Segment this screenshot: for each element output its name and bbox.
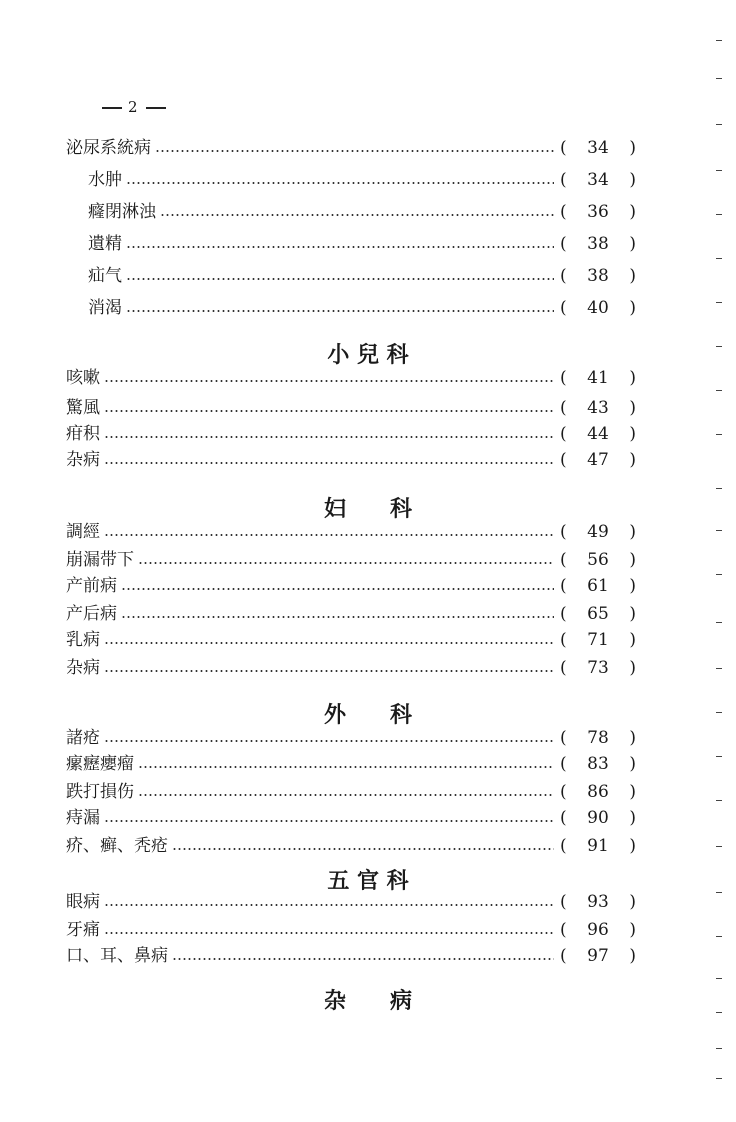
toc-entry-label: 乳病 xyxy=(66,630,100,650)
dot-leader xyxy=(104,534,554,536)
toc-entry-label: 杂病 xyxy=(66,450,100,470)
dot-leader xyxy=(138,562,554,564)
page-ref: 38 xyxy=(587,234,609,254)
page-number xyxy=(96,98,172,116)
toc-entry xyxy=(66,440,636,470)
paren-close: ) xyxy=(629,522,636,542)
paren-close: ) xyxy=(629,266,636,286)
toc-entry xyxy=(66,648,636,678)
paren-open: ( xyxy=(560,368,567,388)
paren-close: ) xyxy=(629,138,636,158)
toc-entry-label: 調經 xyxy=(66,522,100,542)
paren-close: ) xyxy=(629,946,636,966)
paren-open: ( xyxy=(560,576,567,596)
dot-leader xyxy=(104,436,554,438)
page-ref: 61 xyxy=(587,576,609,596)
scan-edge-mark xyxy=(716,1078,722,1079)
scan-edge-mark xyxy=(716,712,722,713)
page-ref: 34 xyxy=(587,170,609,190)
paren-open: ( xyxy=(560,398,567,418)
toc-entry-page xyxy=(560,368,636,388)
toc-entry xyxy=(66,358,636,388)
paren-close: ) xyxy=(629,604,636,624)
scan-edge-mark xyxy=(716,622,722,623)
paren-open: ( xyxy=(560,266,567,286)
scan-edge-mark xyxy=(716,668,722,669)
scan-edge-mark xyxy=(716,40,722,41)
toc-entry xyxy=(66,882,636,912)
toc-entry-label: 口、耳、鼻病 xyxy=(66,946,168,966)
paren-close: ) xyxy=(629,920,636,940)
scan-edge-mark xyxy=(716,1048,722,1049)
toc-entry-page xyxy=(560,234,636,254)
page-ref: 36 xyxy=(587,202,609,222)
toc-entry-label: 产后病 xyxy=(66,604,117,624)
paren-open: ( xyxy=(560,892,567,912)
paren-close: ) xyxy=(629,782,636,802)
page-ref: 43 xyxy=(587,398,609,418)
page-ref: 90 xyxy=(587,808,609,828)
page-ref: 71 xyxy=(587,630,609,650)
paren-open: ( xyxy=(560,836,567,856)
page-number-value: 2 xyxy=(128,98,140,116)
paren-open: ( xyxy=(560,170,567,190)
paren-open: ( xyxy=(560,630,567,650)
toc-entry-page xyxy=(560,450,636,470)
scan-edge-mark xyxy=(716,390,722,391)
toc-entry-label: 驚風 xyxy=(66,398,100,418)
toc-entry-label: 遺精 xyxy=(88,234,122,254)
paren-open: ( xyxy=(560,754,567,774)
scan-edge-mark xyxy=(716,488,722,489)
dot-leader xyxy=(104,380,554,382)
paren-open: ( xyxy=(560,202,567,222)
paren-open: ( xyxy=(560,450,567,470)
paren-close: ) xyxy=(629,892,636,912)
dot-leader xyxy=(126,310,554,312)
toc-entry xyxy=(66,744,636,774)
page-ref: 38 xyxy=(587,266,609,286)
toc-entry xyxy=(66,128,636,158)
toc-entry-page xyxy=(560,202,636,222)
toc-entry-label: 諸疮 xyxy=(66,728,100,748)
toc-entry-label: 产前病 xyxy=(66,576,117,596)
paren-close: ) xyxy=(629,576,636,596)
paren-close: ) xyxy=(629,234,636,254)
paren-open: ( xyxy=(560,808,567,828)
toc-entry xyxy=(66,512,636,542)
toc-entry-label: 疝气 xyxy=(88,266,122,286)
toc-entry xyxy=(66,826,636,856)
section-heading: 外 科 xyxy=(323,703,412,728)
toc-entry-page xyxy=(560,138,636,158)
scan-edge-mark xyxy=(716,258,722,259)
page-ref: 96 xyxy=(587,920,609,940)
page-ref: 44 xyxy=(587,424,609,444)
toc-entry-page xyxy=(560,170,636,190)
toc-entry-page xyxy=(560,946,636,966)
toc-entry-label: 跌打損伤 xyxy=(66,782,134,802)
page-ref: 40 xyxy=(587,298,609,318)
paren-open: ( xyxy=(560,728,567,748)
toc-entry xyxy=(88,288,636,318)
dot-leader xyxy=(104,904,554,906)
scan-edge-mark xyxy=(716,1012,722,1013)
toc-entry-page xyxy=(560,836,636,856)
toc-entry-label: 牙痛 xyxy=(66,920,100,940)
scan-edge-mark xyxy=(716,936,722,937)
scan-edge-mark xyxy=(716,302,722,303)
paren-close: ) xyxy=(629,298,636,318)
page-ref: 93 xyxy=(587,892,609,912)
toc-entry-label: 水肿 xyxy=(88,170,122,190)
page-ref: 86 xyxy=(587,782,609,802)
dot-leader xyxy=(126,278,554,280)
scan-edge-mark xyxy=(716,574,722,575)
toc-entry xyxy=(66,798,636,828)
toc-entry-label: 咳嗽 xyxy=(66,368,100,388)
page-ref: 41 xyxy=(587,368,609,388)
paren-close: ) xyxy=(629,550,636,570)
paren-close: ) xyxy=(629,424,636,444)
toc-entry-page xyxy=(560,892,636,912)
paren-open: ( xyxy=(560,920,567,940)
paren-close: ) xyxy=(629,398,636,418)
paren-open: ( xyxy=(560,550,567,570)
scan-edge-mark xyxy=(716,346,722,347)
dot-leader xyxy=(160,214,554,216)
dot-leader xyxy=(104,462,554,464)
toc-entry-label: 疳积 xyxy=(66,424,100,444)
page-ref: 47 xyxy=(587,450,609,470)
toc-entry-label: 泌尿系統病 xyxy=(66,138,151,158)
toc-entry-label: 消渴 xyxy=(88,298,122,318)
page-ref: 97 xyxy=(587,946,609,966)
dot-leader xyxy=(104,932,554,934)
page-ref: 34 xyxy=(587,138,609,158)
paren-open: ( xyxy=(560,138,567,158)
scan-edge-mark xyxy=(716,170,722,171)
scan-edge-mark xyxy=(716,756,722,757)
paren-open: ( xyxy=(560,424,567,444)
page-ref: 49 xyxy=(587,522,609,542)
scan-edge-mark xyxy=(716,892,722,893)
scan-edge-mark xyxy=(716,978,722,979)
scan-edge-mark xyxy=(716,800,722,801)
toc-entry-label: 崩漏带下 xyxy=(66,550,134,570)
toc-entry-label: 杂病 xyxy=(66,658,100,678)
paren-close: ) xyxy=(629,754,636,774)
toc-entry-page xyxy=(560,576,636,596)
dot-leader xyxy=(138,766,554,768)
dash-right xyxy=(146,107,166,109)
paren-close: ) xyxy=(629,170,636,190)
dot-leader xyxy=(126,246,554,248)
toc-entry-page xyxy=(560,266,636,286)
section-heading: 五 官 科 xyxy=(327,869,409,894)
toc-entry-label: 痔漏 xyxy=(66,808,100,828)
page-ref: 78 xyxy=(587,728,609,748)
toc-entry xyxy=(66,936,636,966)
toc-entry-page xyxy=(560,298,636,318)
page-ref: 65 xyxy=(587,604,609,624)
dot-leader xyxy=(121,588,554,590)
toc-entry xyxy=(88,160,636,190)
dot-leader xyxy=(126,182,554,184)
toc-entry-page xyxy=(560,754,636,774)
section-heading: 杂 病 xyxy=(323,989,412,1014)
dot-leader xyxy=(104,642,554,644)
toc-entry xyxy=(88,224,636,254)
dash-left xyxy=(102,107,122,109)
paren-open: ( xyxy=(560,782,567,802)
paren-open: ( xyxy=(560,604,567,624)
scan-edge-mark xyxy=(716,530,722,531)
paren-close: ) xyxy=(629,808,636,828)
scan-edge-mark xyxy=(716,846,722,847)
paren-open: ( xyxy=(560,298,567,318)
scan-edge-mark xyxy=(716,124,722,125)
section-heading: 小 兒 科 xyxy=(327,343,409,368)
paren-close: ) xyxy=(629,450,636,470)
toc-entry-page xyxy=(560,658,636,678)
toc-entry-label: 瘰癧癭瘤 xyxy=(66,754,134,774)
paren-open: ( xyxy=(560,234,567,254)
toc-entry-page xyxy=(560,522,636,542)
section-heading: 妇 科 xyxy=(323,497,412,522)
dot-leader xyxy=(104,740,554,742)
paren-close: ) xyxy=(629,202,636,222)
dot-leader xyxy=(104,820,554,822)
paren-close: ) xyxy=(629,368,636,388)
paren-open: ( xyxy=(560,946,567,966)
paren-close: ) xyxy=(629,630,636,650)
toc-entry xyxy=(88,192,636,222)
toc-entry-page xyxy=(560,808,636,828)
scan-edge-mark xyxy=(716,214,722,215)
paren-open: ( xyxy=(560,658,567,678)
page-ref: 56 xyxy=(587,550,609,570)
dot-leader xyxy=(121,616,554,618)
dot-leader xyxy=(155,150,554,152)
toc-entry xyxy=(66,620,636,650)
toc-entry-label: 癃閉淋浊 xyxy=(88,202,156,222)
paren-close: ) xyxy=(629,728,636,748)
paren-close: ) xyxy=(629,836,636,856)
toc-entry-page xyxy=(560,630,636,650)
toc-entry xyxy=(88,256,636,286)
dot-leader xyxy=(172,848,554,850)
dot-leader xyxy=(104,410,554,412)
paren-close: ) xyxy=(629,658,636,678)
toc-entry-label: 疥、癣、秃疮 xyxy=(66,836,168,856)
page-ref: 83 xyxy=(587,754,609,774)
toc-entry-label: 眼病 xyxy=(66,892,100,912)
scan-edge-mark xyxy=(716,78,722,79)
dot-leader xyxy=(172,958,554,960)
paren-open: ( xyxy=(560,522,567,542)
dot-leader xyxy=(104,670,554,672)
scan-edge-mark xyxy=(716,434,722,435)
page-ref: 91 xyxy=(587,836,609,856)
toc-entry xyxy=(66,566,636,596)
page-ref: 73 xyxy=(587,658,609,678)
dot-leader xyxy=(138,794,554,796)
